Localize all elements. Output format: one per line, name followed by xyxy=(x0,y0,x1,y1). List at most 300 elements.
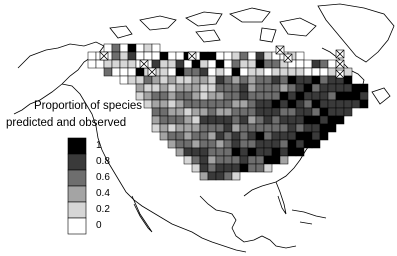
grid-cell xyxy=(184,92,192,100)
grid-cell xyxy=(216,132,224,140)
legend-title-line2: predicted and observed xyxy=(6,117,127,129)
grid-cell xyxy=(328,68,336,76)
grid-cell xyxy=(272,92,280,100)
grid-cell xyxy=(288,100,296,108)
grid-cell xyxy=(232,84,240,92)
grid-cell xyxy=(112,52,120,60)
grid-cell xyxy=(248,124,256,132)
grid-cell xyxy=(176,84,184,92)
grid-cell xyxy=(272,132,280,140)
grid-cell xyxy=(280,84,288,92)
grid-cell xyxy=(184,156,192,164)
grid-cell xyxy=(272,68,280,76)
grid-cell xyxy=(216,164,224,172)
grid-cell xyxy=(280,148,288,156)
grid-cell xyxy=(336,84,344,92)
grid-cell xyxy=(128,76,136,84)
grid-cell xyxy=(104,44,112,52)
grid-cell xyxy=(344,100,352,108)
grid-cell xyxy=(264,60,272,68)
grid-cell xyxy=(232,172,240,180)
grid-cell xyxy=(216,68,224,76)
grid-cell xyxy=(184,100,192,108)
grid-cell xyxy=(312,68,320,76)
grid-cell xyxy=(280,140,288,148)
grid-cell xyxy=(272,60,280,68)
grid-cell xyxy=(232,124,240,132)
grid-cell xyxy=(264,148,272,156)
grid-cell xyxy=(304,140,312,148)
grid-cell xyxy=(128,68,136,76)
grid-cell xyxy=(240,68,248,76)
grid-cell xyxy=(296,60,304,68)
grid-cell xyxy=(208,100,216,108)
grid-cell xyxy=(176,124,184,132)
grid-cell xyxy=(208,124,216,132)
grid-cell xyxy=(320,60,328,68)
grid-cell xyxy=(120,76,128,84)
grid-cell xyxy=(200,116,208,124)
grid-cell xyxy=(208,76,216,84)
grid-cell xyxy=(240,84,248,92)
grid-cell xyxy=(192,68,200,76)
grid-cell xyxy=(264,132,272,140)
grid-cell xyxy=(296,140,304,148)
grid-cell xyxy=(192,132,200,140)
grid-cell xyxy=(304,116,312,124)
grid-cell xyxy=(288,84,296,92)
grid-cell xyxy=(184,148,192,156)
grid-cell xyxy=(272,148,280,156)
grid-cell xyxy=(168,76,176,84)
grid-cell xyxy=(352,100,360,108)
grid-cell xyxy=(128,60,136,68)
grid-cell xyxy=(256,156,264,164)
grid-cell xyxy=(216,148,224,156)
grid-cell xyxy=(112,60,120,68)
grid-cell xyxy=(160,52,168,60)
grid-cell xyxy=(288,108,296,116)
grid-cell xyxy=(136,44,144,52)
grid-cell xyxy=(232,148,240,156)
grid-cell xyxy=(344,76,352,84)
grid-cell xyxy=(352,84,360,92)
grid-cell xyxy=(168,132,176,140)
grid-cell xyxy=(176,108,184,116)
grid-cell xyxy=(176,52,184,60)
grid-cell xyxy=(240,124,248,132)
grid-cell xyxy=(256,148,264,156)
legend-swatch xyxy=(68,154,86,170)
grid-cell xyxy=(360,84,368,92)
grid-cell xyxy=(136,52,144,60)
grid-cell xyxy=(272,124,280,132)
grid-cell xyxy=(184,140,192,148)
grid-cell xyxy=(312,60,320,68)
grid-cell xyxy=(208,164,216,172)
grid-cell xyxy=(200,124,208,132)
grid-cell xyxy=(112,44,120,52)
grid-cell xyxy=(224,92,232,100)
grid-cell xyxy=(296,76,304,84)
grid-cell xyxy=(288,76,296,84)
grid-cell xyxy=(192,76,200,84)
legend-swatch xyxy=(68,202,86,218)
legend-swatch xyxy=(68,170,86,186)
grid-cell xyxy=(256,84,264,92)
grid-cell xyxy=(232,132,240,140)
grid-cell xyxy=(176,92,184,100)
grid-cell xyxy=(160,60,168,68)
grid-cell xyxy=(200,76,208,84)
grid-cell xyxy=(136,68,144,76)
grid-cell xyxy=(256,92,264,100)
grid-cell xyxy=(176,140,184,148)
grid-cell xyxy=(144,84,152,92)
grid-cell xyxy=(160,132,168,140)
grid-cell xyxy=(272,140,280,148)
grid-cell xyxy=(280,68,288,76)
grid-cell xyxy=(152,60,160,68)
grid-cell xyxy=(216,108,224,116)
legend-swatch xyxy=(68,218,86,234)
grid-cell xyxy=(312,140,320,148)
grid-cell xyxy=(192,164,200,172)
grid-cell xyxy=(248,52,256,60)
legend-swatch xyxy=(68,138,86,154)
grid-cell xyxy=(304,100,312,108)
legend-color-bar xyxy=(68,138,86,234)
grid-cell xyxy=(320,116,328,124)
grid-cell xyxy=(304,68,312,76)
grid-cell xyxy=(264,84,272,92)
grid-cell xyxy=(328,116,336,124)
grid-cell xyxy=(184,108,192,116)
grid-cell xyxy=(224,76,232,84)
grid-cell xyxy=(184,132,192,140)
grid-cell xyxy=(208,172,216,180)
grid-cell xyxy=(272,84,280,92)
grid-cell xyxy=(192,108,200,116)
grid-cell xyxy=(104,60,112,68)
grid-cell xyxy=(120,68,128,76)
grid-cell xyxy=(248,156,256,164)
grid-cell xyxy=(136,84,144,92)
grid-cell xyxy=(248,100,256,108)
grid-cell xyxy=(248,68,256,76)
grid-cell xyxy=(312,132,320,140)
grid-cell xyxy=(184,76,192,84)
grid-cell xyxy=(224,172,232,180)
grid-cell xyxy=(184,84,192,92)
grid-cell xyxy=(208,116,216,124)
grid-cell xyxy=(176,60,184,68)
legend-label-0: 0 xyxy=(96,220,102,231)
grid-cell xyxy=(248,92,256,100)
grid-cell xyxy=(152,84,160,92)
grid-cell xyxy=(312,116,320,124)
legend-label-0-6: 0.6 xyxy=(96,172,110,183)
grid-cell xyxy=(168,84,176,92)
grid-cell xyxy=(216,76,224,84)
grid-cell xyxy=(256,68,264,76)
grid-cell xyxy=(216,92,224,100)
grid-cell xyxy=(312,76,320,84)
legend-label-0-4: 0.4 xyxy=(96,188,110,199)
grid-cell xyxy=(280,76,288,84)
grid-cell xyxy=(304,108,312,116)
grid-cell xyxy=(152,44,160,52)
grid-cell xyxy=(208,132,216,140)
grid-cell xyxy=(216,84,224,92)
grid-cell xyxy=(288,132,296,140)
grid-cell xyxy=(224,132,232,140)
grid-cell xyxy=(320,76,328,84)
grid-cell xyxy=(192,148,200,156)
grid-cell xyxy=(144,52,152,60)
grid-cell xyxy=(200,108,208,116)
grid-cell xyxy=(232,116,240,124)
grid-cell xyxy=(216,172,224,180)
grid-cell xyxy=(176,116,184,124)
grid-cell xyxy=(224,124,232,132)
grid-cell xyxy=(192,92,200,100)
grid-cell xyxy=(200,92,208,100)
grid-cell xyxy=(232,164,240,172)
grid-cell xyxy=(144,76,152,84)
grid-cell xyxy=(288,116,296,124)
grid-cell xyxy=(216,156,224,164)
grid-cell xyxy=(224,148,232,156)
grid-cell xyxy=(304,60,312,68)
grid-cell xyxy=(288,68,296,76)
grid-cell xyxy=(312,100,320,108)
grid-cell xyxy=(224,164,232,172)
grid-cell xyxy=(328,124,336,132)
grid-cell xyxy=(208,60,216,68)
grid-cell xyxy=(248,84,256,92)
grid-cell xyxy=(312,84,320,92)
grid-cell xyxy=(248,60,256,68)
grid-cell xyxy=(224,68,232,76)
grid-cell xyxy=(280,108,288,116)
grid-cell xyxy=(280,116,288,124)
grid-cell xyxy=(232,68,240,76)
grid-cell xyxy=(160,84,168,92)
grid-cell xyxy=(304,76,312,84)
grid-cell xyxy=(352,92,360,100)
grid-cell xyxy=(272,100,280,108)
grid-cell xyxy=(224,156,232,164)
grid-cell xyxy=(296,124,304,132)
grid-cell xyxy=(264,68,272,76)
grid-cell xyxy=(248,116,256,124)
grid-cell xyxy=(200,84,208,92)
grid-cell xyxy=(264,108,272,116)
legend-label-1: 1 xyxy=(96,140,102,151)
grid-cell xyxy=(176,76,184,84)
grid-cell xyxy=(320,92,328,100)
grid-cell xyxy=(264,92,272,100)
grid-cell xyxy=(208,92,216,100)
grid-cell xyxy=(160,76,168,84)
grid-cell xyxy=(240,76,248,84)
grid-cell xyxy=(240,116,248,124)
grid-cell xyxy=(320,132,328,140)
grid-cell xyxy=(128,52,136,60)
grid-cell xyxy=(344,108,352,116)
grid-cell xyxy=(344,84,352,92)
grid-cell xyxy=(328,60,336,68)
grid-cell xyxy=(328,92,336,100)
grid-cell xyxy=(296,92,304,100)
grid-cell xyxy=(208,148,216,156)
grid-cell xyxy=(224,52,232,60)
grid-cell xyxy=(264,140,272,148)
hatched-cross-cell xyxy=(140,60,148,68)
grid-cell xyxy=(144,44,152,52)
grid-cell xyxy=(256,140,264,148)
grid-cell xyxy=(256,132,264,140)
grid-cell xyxy=(240,140,248,148)
grid-cell xyxy=(288,92,296,100)
grid-cell xyxy=(232,60,240,68)
grid-cell xyxy=(280,92,288,100)
grid-cell xyxy=(256,100,264,108)
grid-cell xyxy=(192,116,200,124)
grid-cell xyxy=(264,116,272,124)
grid-cell xyxy=(152,52,160,60)
grid-cell xyxy=(224,84,232,92)
grid-cell xyxy=(208,108,216,116)
grid-cell xyxy=(120,60,128,68)
legend-swatch xyxy=(68,186,86,202)
grid-cell xyxy=(208,140,216,148)
grid-cell xyxy=(320,68,328,76)
grid-cell xyxy=(280,100,288,108)
grid-cell xyxy=(256,108,264,116)
grid-cell xyxy=(104,68,112,76)
grid-cell xyxy=(344,92,352,100)
grid-cell xyxy=(240,156,248,164)
grid-cell xyxy=(272,116,280,124)
legend-label-0-8: 0.8 xyxy=(96,156,110,167)
grid-cell xyxy=(256,124,264,132)
grid-cell xyxy=(224,60,232,68)
grid-cell xyxy=(256,164,264,172)
grid-cell xyxy=(256,52,264,60)
grid-cell xyxy=(328,76,336,84)
grid-cell xyxy=(264,156,272,164)
grid-cell xyxy=(232,92,240,100)
grid-cell xyxy=(208,68,216,76)
grid-cell xyxy=(216,52,224,60)
grid-cell xyxy=(328,84,336,92)
grid-cell xyxy=(240,60,248,68)
grid-cell xyxy=(272,76,280,84)
grid-cell xyxy=(200,172,208,180)
grid-cell xyxy=(192,156,200,164)
grid-cell xyxy=(256,60,264,68)
grid-cell xyxy=(128,44,136,52)
grid-cell xyxy=(232,156,240,164)
grid-cell xyxy=(344,68,352,76)
grid-cell xyxy=(224,140,232,148)
grid-cell xyxy=(224,100,232,108)
grid-cell xyxy=(184,116,192,124)
grid-cell xyxy=(248,164,256,172)
grid-cell xyxy=(208,52,216,60)
grid-cell xyxy=(200,68,208,76)
grid-cell xyxy=(200,156,208,164)
grid-cell xyxy=(296,108,304,116)
grid-cell xyxy=(232,76,240,84)
grid-cell xyxy=(176,100,184,108)
grid-cell xyxy=(296,52,304,60)
hatched-cross-cell xyxy=(188,52,196,60)
grid-cell xyxy=(200,164,208,172)
grid-cell xyxy=(336,116,344,124)
grid-cell xyxy=(200,60,208,68)
legend-title xyxy=(6,98,174,132)
grid-cell xyxy=(296,132,304,140)
grid-cell xyxy=(288,140,296,148)
grid-cell xyxy=(264,76,272,84)
grid-cell xyxy=(288,124,296,132)
grid-cell xyxy=(216,124,224,132)
grid-cell xyxy=(272,108,280,116)
grid-cell xyxy=(240,92,248,100)
grid-cell xyxy=(360,100,368,108)
hatched-cross-cell xyxy=(336,70,344,78)
grid-cell xyxy=(272,156,280,164)
grid-cell xyxy=(232,108,240,116)
grid-cell xyxy=(232,140,240,148)
grid-cell xyxy=(256,116,264,124)
grid-cell xyxy=(192,140,200,148)
grid-cell xyxy=(280,124,288,132)
grid-cell xyxy=(176,132,184,140)
grid-cell xyxy=(248,108,256,116)
grid-cell xyxy=(192,124,200,132)
grid-cell xyxy=(88,60,96,68)
grid-cell xyxy=(320,124,328,132)
grid-cell xyxy=(296,148,304,156)
grid-cell xyxy=(312,124,320,132)
grid-cell xyxy=(224,116,232,124)
grid-cell xyxy=(336,92,344,100)
grid-cell xyxy=(264,52,272,60)
grid-cell xyxy=(280,132,288,140)
grid-cell xyxy=(248,140,256,148)
grid-cell xyxy=(320,84,328,92)
grid-cell xyxy=(328,108,336,116)
grid-cell xyxy=(200,140,208,148)
grid-cell xyxy=(296,68,304,76)
grid-cell xyxy=(184,60,192,68)
grid-cell xyxy=(240,52,248,60)
grid-cell xyxy=(112,68,120,76)
grid-cell xyxy=(88,52,96,60)
grid-cell xyxy=(136,76,144,84)
grid-cell xyxy=(336,108,344,116)
grid-cell xyxy=(264,124,272,132)
grid-cell xyxy=(240,148,248,156)
grid-cell xyxy=(208,84,216,92)
hatched-cross-cell xyxy=(336,50,344,58)
grid-cell xyxy=(120,52,128,60)
grid-cell xyxy=(232,52,240,60)
